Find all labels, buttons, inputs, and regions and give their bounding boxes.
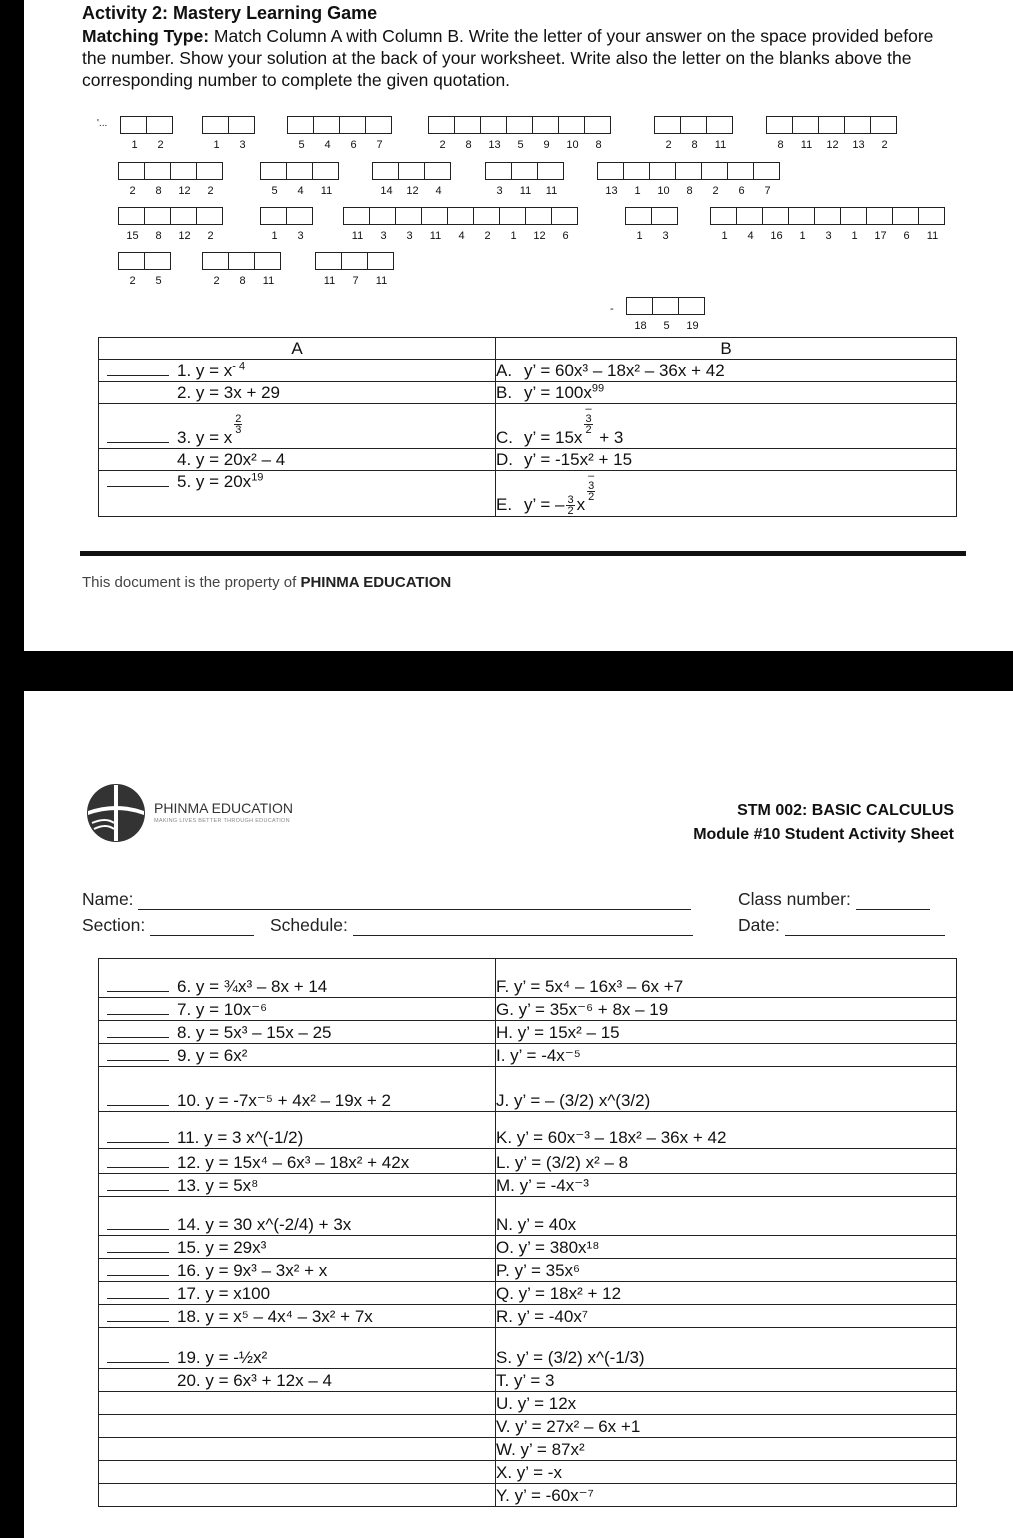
name-field[interactable]: Name: xyxy=(82,889,691,910)
blank-number: 11 xyxy=(545,185,558,197)
blank-number: 11 xyxy=(323,275,336,287)
letter-blank[interactable] xyxy=(315,252,342,287)
letter-blank[interactable] xyxy=(814,207,841,242)
letter-blank[interactable] xyxy=(343,207,370,242)
item-a-14: 14. y = 30 x^(-2/4) + 3x xyxy=(177,1215,352,1234)
letter-blank[interactable] xyxy=(506,116,533,151)
item-b-q: Q. y’ = 18x² + 12 xyxy=(496,1284,622,1303)
letter-blank[interactable] xyxy=(654,116,681,151)
blank-number: 3 xyxy=(406,230,413,242)
blank-number: 12 xyxy=(406,185,419,197)
blank-number: 3 xyxy=(297,230,304,242)
blank-number: 13 xyxy=(852,139,865,151)
blank-number: 11 xyxy=(714,139,727,151)
answer-blank[interactable] xyxy=(107,1037,169,1038)
blank-number: 1 xyxy=(851,230,858,242)
blank-number: 4 xyxy=(435,185,442,197)
course-heading xyxy=(693,799,954,847)
blank-number: 7 xyxy=(352,275,359,287)
letter-blank[interactable] xyxy=(254,252,281,287)
letter-blank[interactable] xyxy=(651,207,678,242)
letter-blank[interactable] xyxy=(146,116,173,151)
answer-blank[interactable] xyxy=(107,1060,169,1061)
letter-blank[interactable] xyxy=(532,116,559,151)
blank-number: 2 xyxy=(207,185,214,197)
class-number-field[interactable]: Class number: xyxy=(738,889,930,910)
letter-blank[interactable] xyxy=(118,252,145,287)
letter-blank[interactable] xyxy=(649,162,676,197)
item-b-n: N. y’ = 40x xyxy=(496,1215,577,1234)
item-b-j: J. y’ = – (3/2) x^(3/2) xyxy=(496,1091,651,1110)
blank-word xyxy=(372,162,450,197)
letter-blank[interactable] xyxy=(892,207,919,242)
blank-word xyxy=(597,162,779,197)
letter-blank[interactable] xyxy=(736,207,763,242)
blank-word xyxy=(343,207,577,242)
blank-number: 1 xyxy=(213,139,220,151)
blank-word xyxy=(118,252,170,287)
blank-number: 3 xyxy=(380,230,387,242)
item-b-p: P. y’ = 35x⁶ xyxy=(496,1261,581,1280)
blank-number: 5 xyxy=(517,139,524,151)
item-a-4: 4. y = 20x² – 4 xyxy=(177,450,286,469)
blank-number: 8 xyxy=(691,139,698,151)
blank-number: 4 xyxy=(747,230,754,242)
letter-blank[interactable] xyxy=(918,207,945,242)
letter-blank[interactable] xyxy=(626,297,653,332)
letter-blank[interactable] xyxy=(701,162,728,197)
instructions-text: Match Column A with Column B. Write the letter of your answer on the space provided before the number. Show your solution at the back of your worksheet. Write also the letter on the blanks above the corresponding number to complete the given quotation. xyxy=(82,26,934,90)
item-a-18: 18. y = x⁵ – 4x⁴ – 3x² + 7x xyxy=(177,1307,373,1326)
blank-number: 6 xyxy=(738,185,745,197)
item-b-o: O. y’ = 380x¹⁸ xyxy=(496,1238,600,1257)
letter-blank[interactable] xyxy=(447,207,474,242)
section-field[interactable]: Section: xyxy=(82,915,254,936)
blank-number: 15 xyxy=(126,230,139,242)
item-a-10: 10. y = -7x⁻⁵ + 4x² – 19x + 2 xyxy=(177,1091,391,1110)
matching-table-1 xyxy=(98,337,957,517)
blank-number: 3 xyxy=(662,230,669,242)
letter-blank[interactable] xyxy=(558,116,585,151)
letter-blank[interactable] xyxy=(118,162,145,197)
blank-number: 2 xyxy=(881,139,888,151)
item-a-13: 13. y = 5x⁸ xyxy=(177,1176,259,1195)
answer-blank[interactable] xyxy=(107,1275,169,1276)
letter-blank[interactable] xyxy=(286,162,313,197)
answer-blank[interactable] xyxy=(107,442,169,443)
letter-blank[interactable] xyxy=(762,207,789,242)
blank-word xyxy=(654,116,732,151)
item-b-r: R. y’ = -40x⁷ xyxy=(496,1307,588,1326)
blank-number: 12 xyxy=(826,139,839,151)
blank-number: 1 xyxy=(799,230,806,242)
blank-number: 13 xyxy=(605,185,618,197)
blank-number: 11 xyxy=(926,230,939,242)
blank-number: 1 xyxy=(634,185,641,197)
logo-name: PHINMA EDUCATION xyxy=(154,800,293,816)
item-b-m: M. y’ = -4x⁻³ xyxy=(496,1176,589,1195)
item-a-6: 6. y = ¾x³ – 8x + 14 xyxy=(177,977,328,996)
letter-blank[interactable] xyxy=(398,162,425,197)
item-b-i: I. y’ = -4x⁻⁵ xyxy=(496,1046,581,1065)
item-b-b: B. y’ = $100x^{99}$ xyxy=(496,382,605,402)
blank-word xyxy=(260,207,312,242)
letter-blank[interactable] xyxy=(454,116,481,151)
blank-number: 6 xyxy=(562,230,569,242)
blank-number: 14 xyxy=(380,185,393,197)
blank-number: 1 xyxy=(636,230,643,242)
blank-word xyxy=(625,207,677,242)
item-b-g: G. y’ = 35x⁻⁶ + 8x – 19 xyxy=(496,1000,669,1019)
blank-number: 11 xyxy=(262,275,275,287)
blank-number: 12 xyxy=(533,230,546,242)
blank-number: 12 xyxy=(178,185,191,197)
item-b-k: K. y’ = 60x⁻³ – 18x² – 36x + 42 xyxy=(496,1128,727,1147)
letter-blank[interactable] xyxy=(395,207,422,242)
blank-number: 10 xyxy=(566,139,579,151)
item-a-11: 11. y = 3 x^(-1/2) xyxy=(177,1128,304,1147)
letter-blank[interactable] xyxy=(499,207,526,242)
blank-word xyxy=(202,116,254,151)
letter-blank[interactable] xyxy=(286,207,313,242)
letter-blank[interactable] xyxy=(675,162,702,197)
letter-blank[interactable] xyxy=(228,252,255,287)
letter-blank[interactable] xyxy=(525,207,552,242)
letter-blank[interactable] xyxy=(840,207,867,242)
item-b-s: S. y’ = (3/2) x^(-1/3) xyxy=(496,1348,645,1367)
blank-word xyxy=(485,162,563,197)
blank-number: 2 xyxy=(129,275,136,287)
section-rule xyxy=(80,551,966,556)
letter-blank[interactable] xyxy=(473,207,500,242)
blank-word xyxy=(766,116,896,151)
item-b-v: V. y’ = 27x² – 6x +1 xyxy=(496,1417,641,1436)
item-a-3: 3. y = x $\frac{2}{3}$ xyxy=(177,413,242,447)
letter-blank[interactable] xyxy=(372,162,399,197)
answer-blank[interactable] xyxy=(107,1252,169,1253)
blank-number: 11 xyxy=(320,185,333,197)
blank-number: 19 xyxy=(686,320,699,332)
phinma-logo-icon xyxy=(86,783,146,843)
blank-number: 4 xyxy=(297,185,304,197)
letter-blank[interactable] xyxy=(727,162,754,197)
item-b-f: F. y’ = 5x⁴ – 16x³ – 6x +7 xyxy=(496,977,684,996)
item-b-x: X. y’ = -x xyxy=(496,1463,562,1482)
letter-blank[interactable] xyxy=(369,207,396,242)
blank-number: 8 xyxy=(595,139,602,151)
letter-blank[interactable] xyxy=(866,207,893,242)
blank-word xyxy=(428,116,610,151)
blank-number: 8 xyxy=(777,139,784,151)
item-a-1: 1. $y = x^{- 4}$ xyxy=(177,360,246,380)
blank-number: 11 xyxy=(800,139,813,151)
blank-number: 5 xyxy=(298,139,305,151)
blank-word xyxy=(626,297,704,332)
blank-number: 1 xyxy=(721,230,728,242)
letter-blank[interactable] xyxy=(788,207,815,242)
item-a-12: 12. y = 15x⁴ – 6x³ – 18x² + 42x xyxy=(177,1153,410,1172)
letter-blank[interactable] xyxy=(623,162,650,197)
blank-number: 3 xyxy=(239,139,246,151)
blank-number: 1 xyxy=(510,230,517,242)
item-b-l: L. y’ = (3/2) x² – 8 xyxy=(496,1153,629,1172)
letter-blank[interactable] xyxy=(260,207,287,242)
blank-word xyxy=(202,252,280,287)
blank-number: 5 xyxy=(155,275,162,287)
letter-blank[interactable] xyxy=(870,116,897,151)
answer-blank[interactable] xyxy=(107,1229,169,1230)
column-b-header: B xyxy=(496,338,957,360)
letter-blank[interactable] xyxy=(597,162,624,197)
column-a-header: A xyxy=(99,338,496,360)
item-a-5: 5. $y = 20x^{19}$ xyxy=(177,471,264,491)
property-footer: This document is the property of PHINMA EDUCATION xyxy=(82,574,452,591)
letter-blank[interactable] xyxy=(260,162,287,197)
blank-number: 17 xyxy=(874,230,887,242)
blank-number: 16 xyxy=(770,230,783,242)
letter-blank[interactable] xyxy=(511,162,538,197)
letter-blank[interactable] xyxy=(118,207,145,242)
letter-blank[interactable] xyxy=(792,116,819,151)
blank-number: 2 xyxy=(157,139,164,151)
item-b-e: E. y’ = – $\frac{3}{2}$ x– 3 2 xyxy=(496,470,595,518)
letter-blank[interactable] xyxy=(202,252,229,287)
blank-number: 11 xyxy=(519,185,532,197)
answer-blank[interactable] xyxy=(107,1321,169,1322)
blank-word xyxy=(118,162,222,197)
letter-blank[interactable] xyxy=(584,116,611,151)
blank-number: 8 xyxy=(686,185,693,197)
blank-number: 2 xyxy=(665,139,672,151)
blank-word xyxy=(260,162,338,197)
blank-number: 7 xyxy=(376,139,383,151)
letter-blank[interactable] xyxy=(480,116,507,151)
quote-dash: - xyxy=(610,303,614,315)
instructions xyxy=(82,25,962,91)
letter-blank[interactable] xyxy=(170,162,197,197)
letter-blank[interactable] xyxy=(365,116,392,151)
letter-blank[interactable] xyxy=(144,162,171,197)
item-b-w: W. y’ = 87x² xyxy=(496,1440,585,1459)
blank-number: 10 xyxy=(657,185,670,197)
answer-blank[interactable] xyxy=(107,1142,169,1143)
item-a-8: 8. y = 5x³ – 15x – 25 xyxy=(177,1023,332,1042)
letter-blank[interactable] xyxy=(202,116,229,151)
page-divider-band xyxy=(0,651,1013,691)
letter-blank[interactable] xyxy=(228,116,255,151)
item-b-h: H. y’ = 15x² – 15 xyxy=(496,1023,620,1042)
letter-blank[interactable] xyxy=(367,252,394,287)
logo-tagline: MAKING LIVES BETTER THROUGH EDUCATION xyxy=(154,818,290,824)
answer-blank[interactable] xyxy=(107,375,169,376)
module-title: Module #10 Student Activity Sheet xyxy=(693,826,954,843)
letter-blank[interactable] xyxy=(424,162,451,197)
letter-blank[interactable] xyxy=(710,207,737,242)
letter-blank[interactable] xyxy=(144,207,171,242)
blank-number: 8 xyxy=(465,139,472,151)
blank-word xyxy=(120,116,172,151)
answer-blank[interactable] xyxy=(107,1105,169,1106)
item-b-u: U. y’ = 12x xyxy=(496,1394,577,1413)
item-a-2: 2. y = 3x + 29 xyxy=(177,383,281,402)
blank-number: 3 xyxy=(825,230,832,242)
letter-blank[interactable] xyxy=(753,162,780,197)
course-title: STM 002: BASIC CALCULUS xyxy=(737,802,954,819)
blank-number: 4 xyxy=(458,230,465,242)
letter-blank[interactable] xyxy=(625,207,652,242)
letter-blank[interactable] xyxy=(196,207,223,242)
blank-number: 2 xyxy=(213,275,220,287)
instructions-label: Matching Type: xyxy=(82,26,210,46)
letter-blank[interactable] xyxy=(678,297,705,332)
schedule-field[interactable]: Schedule: xyxy=(270,915,693,936)
item-a-16: 16. y = 9x³ – 3x² + x xyxy=(177,1261,328,1280)
item-b-y: Y. y’ = -60x⁻⁷ xyxy=(496,1486,594,1505)
quote-start: '... xyxy=(97,118,108,129)
letter-blank[interactable] xyxy=(313,116,340,151)
item-b-t: T. y’ = 3 xyxy=(496,1371,555,1390)
answer-blank[interactable] xyxy=(107,1014,169,1015)
blank-number: 2 xyxy=(439,139,446,151)
letter-blank[interactable] xyxy=(287,116,314,151)
blank-word xyxy=(287,116,391,151)
item-b-d: D. y’ = -15x² + 15 xyxy=(496,450,633,469)
letter-blank[interactable] xyxy=(339,116,366,151)
letter-blank[interactable] xyxy=(652,297,679,332)
blank-number: 8 xyxy=(155,230,162,242)
letter-blank[interactable] xyxy=(766,116,793,151)
answer-blank[interactable] xyxy=(107,991,169,992)
blank-word xyxy=(315,252,393,287)
activity-title: Activity 2: Mastery Learning Game xyxy=(82,3,378,23)
blank-number: 6 xyxy=(903,230,910,242)
item-a-7: 7. y = 10x⁻⁶ xyxy=(177,1000,268,1019)
letter-blank[interactable] xyxy=(144,252,171,287)
item-a-20: 20. y = 6x³ + 12x – 4 xyxy=(177,1371,332,1390)
letter-blank[interactable] xyxy=(120,116,147,151)
item-a-19: 19. y = -½x² xyxy=(177,1348,268,1367)
left-black-bar xyxy=(0,0,24,1538)
blank-number: 2 xyxy=(712,185,719,197)
blank-number: 1 xyxy=(131,139,138,151)
answer-blank[interactable] xyxy=(107,1167,169,1168)
blank-number: 3 xyxy=(496,185,503,197)
blank-number: 2 xyxy=(484,230,491,242)
blank-word xyxy=(118,207,222,242)
item-b-a: A. y’ = 60x³ – 18x² – 36x + 42 xyxy=(496,361,725,380)
letter-blank[interactable] xyxy=(341,252,368,287)
letter-blank[interactable] xyxy=(551,207,578,242)
matching-table-2 xyxy=(98,958,957,1507)
blank-number: 11 xyxy=(351,230,364,242)
blank-number: 1 xyxy=(271,230,278,242)
letter-blank[interactable] xyxy=(706,116,733,151)
letter-blank[interactable] xyxy=(485,162,512,197)
blank-number: 11 xyxy=(375,275,388,287)
blank-word xyxy=(710,207,944,242)
blank-number: 8 xyxy=(155,185,162,197)
letter-blank[interactable] xyxy=(428,116,455,151)
answer-blank[interactable] xyxy=(107,1362,169,1363)
blank-number: 18 xyxy=(634,320,647,332)
blank-number: 7 xyxy=(764,185,771,197)
blank-number: 8 xyxy=(239,275,246,287)
blank-number: 12 xyxy=(178,230,191,242)
blank-number: 6 xyxy=(350,139,357,151)
item-a-17: 17. y = x100 xyxy=(177,1284,271,1303)
item-a-15: 15. y = 29x³ xyxy=(177,1238,267,1257)
answer-blank[interactable] xyxy=(107,1298,169,1299)
date-field[interactable]: Date: xyxy=(738,915,945,936)
letter-blank[interactable] xyxy=(170,207,197,242)
letter-blank[interactable] xyxy=(196,162,223,197)
blank-number: 13 xyxy=(488,139,501,151)
blank-number: 2 xyxy=(129,185,136,197)
blank-number: 2 xyxy=(207,230,214,242)
answer-blank[interactable] xyxy=(107,1190,169,1191)
blank-number: 11 xyxy=(429,230,442,242)
answer-blank[interactable] xyxy=(107,486,169,487)
letter-blank[interactable] xyxy=(844,116,871,151)
letter-blank[interactable] xyxy=(537,162,564,197)
item-a-9: 9. y = 6x² xyxy=(177,1046,248,1065)
blank-number: 5 xyxy=(271,185,278,197)
blank-number: 4 xyxy=(324,139,331,151)
letter-blank[interactable] xyxy=(680,116,707,151)
blank-number: 9 xyxy=(543,139,550,151)
blank-number: 5 xyxy=(663,320,670,332)
letter-blank[interactable] xyxy=(421,207,448,242)
letter-blank[interactable] xyxy=(818,116,845,151)
item-b-c: C. y’ = 15x– 3 2 + 3 xyxy=(496,403,624,447)
letter-blank[interactable] xyxy=(312,162,339,197)
